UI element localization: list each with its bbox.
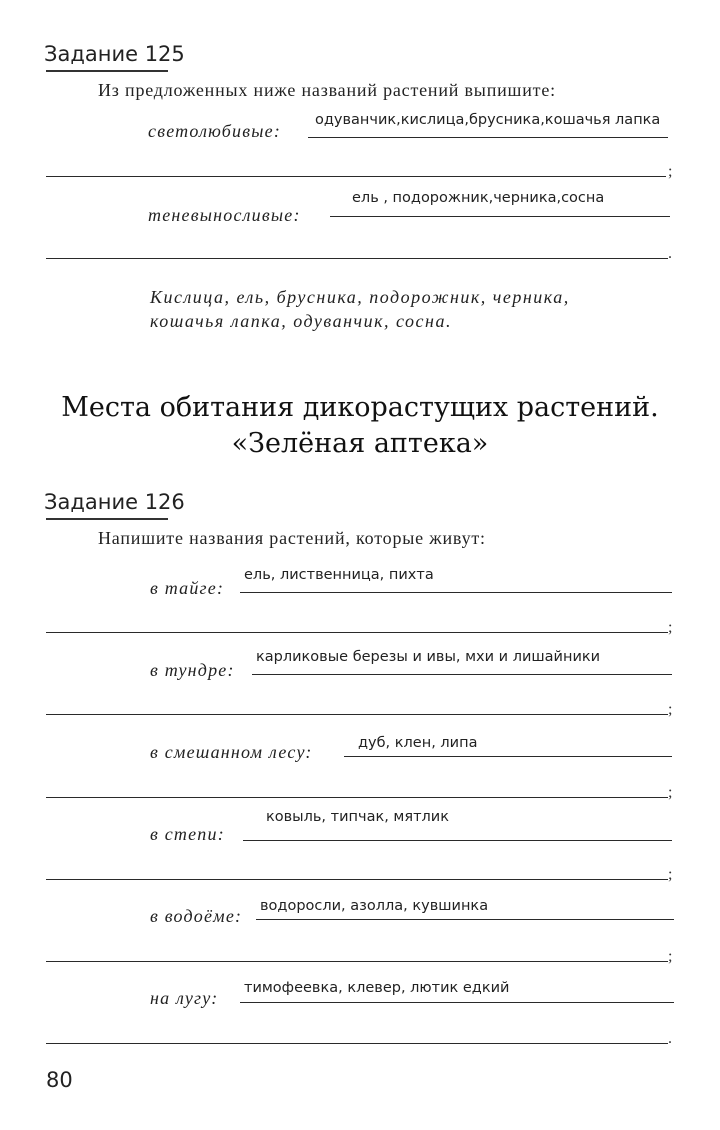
shade-tolerant-label: теневыносливые: [148,205,301,225]
answer-line [46,258,668,259]
line-end-semicolon: ; [668,701,673,718]
answer-line [330,216,670,217]
answer-line [256,919,674,920]
task-title-underline [46,70,168,72]
answer-line [46,797,668,798]
shade-tolerant-answer: ель , подорожник,черника,сосна [352,190,605,206]
answer-line [240,1002,674,1003]
answer-line [308,137,668,138]
task-125-instruction: Из предложенных ниже названий растений выпишите: [98,80,556,100]
task-126-title: Задание 126 [44,490,185,514]
answer-line [243,840,672,841]
line-end-semicolon: ; [668,948,673,965]
section-heading-line-2: «Зелёная аптека» [231,428,489,459]
taiga-label: в тайге: [150,578,225,598]
tundra-label: в тундре: [150,660,235,680]
task-125-title: Задание 125 [44,42,185,66]
answer-line [344,756,672,757]
mixed-forest-label: в смешанном лесу: [150,742,313,762]
light-loving-answer: одуванчик,кислица,брусника,кошачья лапка [315,112,661,128]
answer-line [252,674,672,675]
answer-line [240,592,672,593]
answer-line [46,176,666,177]
line-end-semicolon: ; [668,866,673,883]
answer-line [46,714,668,715]
mixed-forest-answer: дуб, клен, липа [358,735,478,751]
water-body-answer: водоросли, азолла, кувшинка [260,898,489,914]
plants-list-line-1: Кислица, ель, брусника, подорожник, черника, [150,287,570,307]
light-loving-label: светолюбивые: [148,121,282,141]
line-end-semicolon: ; [668,619,673,636]
plants-list-line-2: кошачья лапка, одуванчик, сосна. [150,311,452,331]
task-126-instruction: Напишите названия растений, которые живут: [98,528,486,548]
page-number: 80 [46,1068,73,1092]
taiga-answer: ель, лиственница, пихта [244,567,434,583]
section-heading-line-1: Места обитания дикорастущих растений. [61,392,659,423]
answer-line [46,1043,668,1044]
answer-line [46,879,668,880]
answer-line [46,961,668,962]
answer-line [46,632,668,633]
tundra-answer: карликовые березы и ивы, мхи и лишайники [256,649,601,665]
steppe-answer: ковыль, типчак, мятлик [266,809,449,825]
steppe-label: в степи: [150,824,225,844]
task-title-underline [46,518,168,520]
line-end-semicolon: ; [668,163,673,180]
line-end-period: . [668,245,672,262]
meadow-label: на лугу: [150,988,219,1008]
meadow-answer: тимофеевка, клевер, лютик едкий [244,980,510,996]
water-body-label: в водоёме: [150,906,243,926]
line-end-semicolon: ; [668,784,673,801]
line-end-period: . [668,1030,672,1047]
